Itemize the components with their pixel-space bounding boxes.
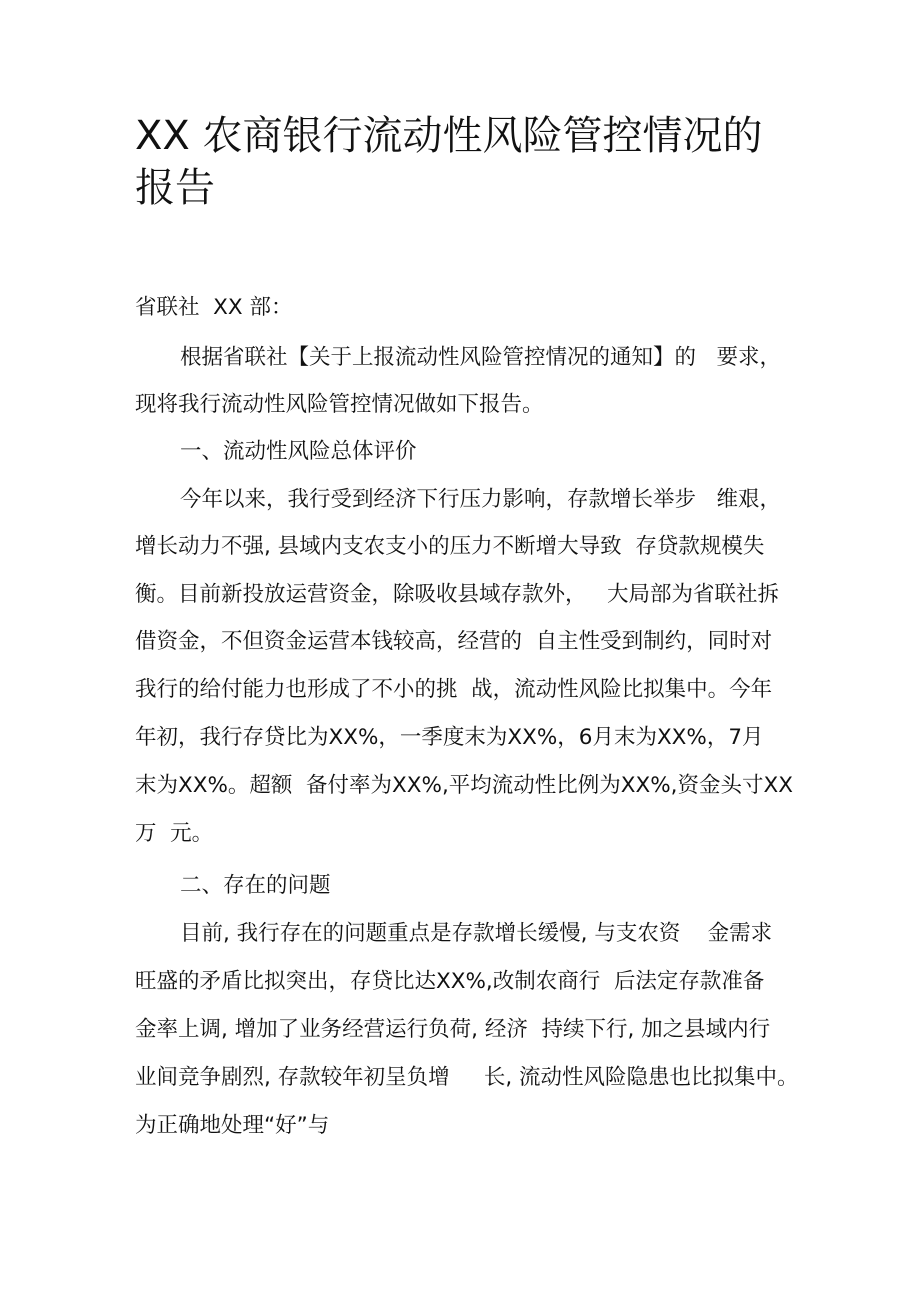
para-2-line: 衡。目前新投放运营资金，除吸收县域存款外， 大局部为省联社拆 <box>135 582 780 607</box>
para-3-line: 为正确地处理“好”与 <box>135 1113 330 1138</box>
para-2-line: 万 元。 <box>135 821 214 846</box>
doc-title-line-1: XX 农商银行流动性风险管控情况的 <box>135 113 763 159</box>
para-1-line: 现将我行流动性风险管控情况做如下报告。 <box>135 392 544 417</box>
para-2-line: 年初，我行存贷比为XX%，一季度末为XX%，6月末为XX%，7月 <box>135 725 764 750</box>
para-2-line: 借资金，不但资金运营本钱较高，经营的 自主性受到制约，同时对 <box>135 629 773 654</box>
para-2-line: 今年以来，我行受到经济下行压力影响，存款增长举步 维艰， <box>180 487 782 512</box>
doc-title-line-2: 报告 <box>135 165 215 211</box>
salutation: 省联社 XX 部： <box>135 295 293 320</box>
section-heading-1: 一、流动性风险总体评价 <box>180 439 417 464</box>
para-3-line: 旺盛的矛盾比拟突出，存贷比达XX%,改制农商行 后法定存款准备 <box>135 969 765 994</box>
para-3-line: 目前, 我行存在的问题重点是存款增长缓慢, 与支农资 金需求 <box>180 921 773 946</box>
para-3-line: 金率上调, 增加了业务经营运行负荷, 经济 持续下行, 加之县域内行 <box>135 1017 771 1042</box>
para-2-line: 增长动力不强, 县域内支农支小的压力不断增大导致 存贷款规模失 <box>135 534 765 559</box>
section-heading-2: 二、存在的问题 <box>180 873 331 898</box>
para-1-line: 根据省联社【关于上报流动性风险管控情况的通知】的 要求， <box>180 345 782 370</box>
para-2-line: 末为XX%。超额 备付率为XX%,平均流动性比例为XX%,资金头寸XX <box>135 773 793 798</box>
para-2-line: 我行的给付能力也形成了不小的挑 战，流动性风险比拟集中。今年 <box>135 677 773 702</box>
para-3-line: 业间竞争剧烈, 存款较年初呈负增 长, 流动性风险隐患也比拟集中。 <box>135 1065 799 1090</box>
